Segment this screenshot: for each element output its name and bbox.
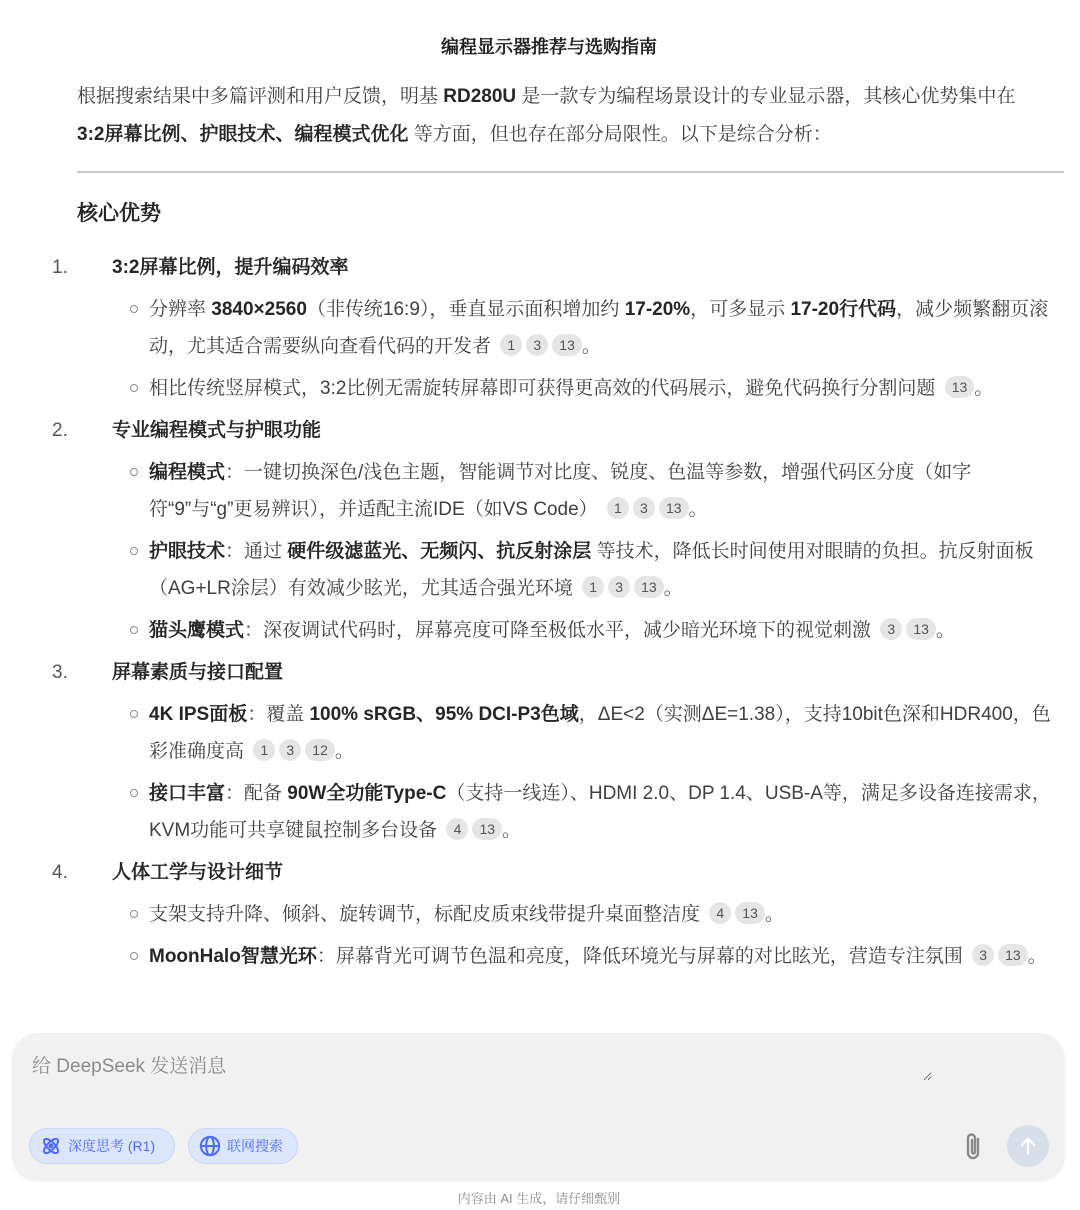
bullet-item bbox=[112, 531, 1067, 610]
citation-badge[interactable]: 13 bbox=[906, 618, 936, 640]
bullet-icon bbox=[130, 547, 138, 555]
text: 。 bbox=[764, 904, 784, 925]
bullet-list bbox=[112, 694, 1067, 852]
ordered-list bbox=[52, 247, 1067, 978]
citation-badge[interactable]: 3 bbox=[279, 739, 301, 761]
bold-text: 17-20行代码 bbox=[790, 299, 897, 320]
citation-badge[interactable]: 13 bbox=[552, 334, 582, 356]
list-number: 3. bbox=[52, 662, 68, 683]
citation-badge[interactable]: 13 bbox=[998, 944, 1028, 966]
bullet-item bbox=[112, 368, 1067, 410]
bullet-item bbox=[112, 452, 1067, 531]
intro-bold: 3:2屏幕比例、护眼技术、编程模式优化 bbox=[77, 124, 409, 145]
list-heading bbox=[52, 652, 1067, 694]
bullet-item bbox=[112, 289, 1067, 368]
list-heading bbox=[52, 852, 1067, 894]
send-button[interactable] bbox=[1007, 1125, 1049, 1167]
text: ：一键切换深色/浅色主题，智能调节对比度、锐度、色温等参数，增强代码区分度（如字符“9”与“g”更易辨识），并适配主流IDE（如VS Code） bbox=[149, 462, 972, 520]
list-item bbox=[52, 410, 1067, 652]
citation-badge[interactable]: 3 bbox=[633, 497, 655, 519]
bold-text: 接口丰富 bbox=[149, 783, 226, 804]
citation-badge[interactable]: 13 bbox=[659, 497, 689, 519]
text: 等技术，降低长时间使用对眼睛的负担。抗反射面板（AG+LR涂层）有效减少眩光，尤其适合强光环境 bbox=[149, 541, 1034, 599]
bullet-list bbox=[112, 452, 1067, 652]
bold-text: 4K IPS面板 bbox=[149, 704, 248, 725]
citation-badge[interactable]: 13 bbox=[945, 376, 975, 398]
bullet-icon bbox=[130, 626, 138, 634]
citation-badge[interactable]: 13 bbox=[472, 818, 502, 840]
bold-text: 17-20% bbox=[624, 299, 691, 320]
paperclip-icon bbox=[960, 1130, 988, 1164]
text: 相比传统竖屏模式，3:2比例无需旋转屏幕即可获得更高效的代码展示，避免代码换行分割问题 bbox=[149, 378, 936, 399]
bullet-icon bbox=[130, 384, 138, 392]
citation-badge[interactable]: 1 bbox=[500, 334, 522, 356]
citation-badge[interactable]: 3 bbox=[526, 334, 548, 356]
list-heading-text: 专业编程模式与护眼功能 bbox=[112, 420, 322, 441]
list-heading-text: 3:2屏幕比例，提升编码效率 bbox=[112, 257, 349, 278]
text: 。 bbox=[502, 820, 522, 841]
list-number: 4. bbox=[52, 862, 68, 883]
text: 。 bbox=[1027, 946, 1047, 967]
bold-text: 编程模式 bbox=[149, 462, 226, 483]
bullet-icon bbox=[130, 468, 138, 476]
text: ，ΔE<2（实测ΔE=1.38），支持10bit色深和HDR400，色彩准确度高 bbox=[149, 704, 1051, 762]
bullet-icon bbox=[130, 910, 138, 918]
bold-text: 90W全功能Type-C bbox=[287, 783, 447, 804]
bullet-item bbox=[112, 610, 1067, 652]
bullet-list bbox=[112, 289, 1067, 410]
text: ，减少频繁翻页滚动，尤其适合需要纵向查看代码的开发者 bbox=[149, 299, 1049, 357]
web-search-label: 联网搜索 bbox=[227, 1138, 283, 1154]
text: ：深夜调试代码时，屏幕亮度可降至极低水平，减少暗光环境下的视觉刺激 bbox=[244, 620, 872, 641]
citation-badge[interactable]: 4 bbox=[446, 818, 468, 840]
bullet-item bbox=[112, 936, 1067, 978]
message-input[interactable] bbox=[32, 1051, 932, 1081]
text: ：配备 bbox=[225, 783, 288, 804]
intro-text: 是一款专为编程场景设计的专业显示器，其核心优势集中在 bbox=[516, 86, 1016, 107]
citation-badge[interactable]: 3 bbox=[880, 618, 902, 640]
list-heading-text: 人体工学与设计细节 bbox=[112, 862, 284, 883]
list-number: 2. bbox=[52, 420, 68, 441]
text: 。 bbox=[974, 378, 994, 399]
bold-text: 100% sRGB、95% DCI-P3色域 bbox=[309, 704, 579, 725]
citation-badge[interactable]: 1 bbox=[582, 576, 604, 598]
web-search-button[interactable] bbox=[188, 1128, 298, 1164]
arrow-up-icon bbox=[1017, 1135, 1039, 1157]
bold-text: 3840×2560 bbox=[211, 299, 307, 320]
text: 。 bbox=[581, 336, 601, 357]
citation-badge[interactable]: 13 bbox=[735, 902, 765, 924]
deep-think-label: 深度思考 (R1) bbox=[68, 1138, 156, 1154]
deep-think-button[interactable] bbox=[29, 1128, 175, 1164]
list-item bbox=[52, 852, 1067, 978]
text: 支架支持升降、倾斜、旋转调节，标配皮质束线带提升桌面整洁度 bbox=[149, 904, 701, 925]
intro-paragraph bbox=[77, 78, 1067, 154]
ai-disclaimer: 内容由 AI 生成，请仔细甄别 bbox=[457, 1191, 621, 1206]
text: 。 bbox=[663, 578, 683, 599]
text: 分辨率 bbox=[149, 299, 212, 320]
bullet-icon bbox=[130, 710, 138, 718]
list-heading bbox=[52, 410, 1067, 452]
atom-icon bbox=[40, 1135, 62, 1157]
bold-text: 护眼技术 bbox=[149, 541, 226, 562]
bold-text: 硬件级滤蓝光、无频闪、抗反射涂层 bbox=[287, 541, 592, 562]
intro-text: 根据搜索结果中多篇评测和用户反馈，明基 bbox=[77, 86, 444, 107]
list-heading-text: 屏幕素质与接口配置 bbox=[112, 662, 284, 683]
list-item bbox=[52, 247, 1067, 410]
list-heading bbox=[52, 247, 1067, 289]
bullet-icon bbox=[130, 789, 138, 797]
list-item bbox=[52, 652, 1067, 852]
text: 。 bbox=[334, 741, 354, 762]
intro-text: 等方面，但也存在部分局限性。以下是综合分析： bbox=[408, 124, 832, 145]
text: ：屏幕背光可调节色温和亮度，降低环境光与屏幕的对比眩光，营造专注氛围 bbox=[316, 946, 963, 967]
citation-badge[interactable]: 12 bbox=[305, 739, 335, 761]
bullet-icon bbox=[130, 305, 138, 313]
intro-bold: RD280U bbox=[443, 86, 517, 107]
citation-badge[interactable]: 4 bbox=[709, 902, 731, 924]
attach-button[interactable] bbox=[960, 1130, 988, 1164]
text: （非传统16:9），垂直显示面积增加约 bbox=[306, 299, 625, 320]
bullet-item bbox=[112, 694, 1067, 773]
citation-badge[interactable]: 3 bbox=[608, 576, 630, 598]
globe-icon bbox=[199, 1135, 221, 1157]
message-composer bbox=[12, 1033, 1065, 1181]
bullet-item bbox=[112, 894, 1067, 936]
citation-badge[interactable]: 13 bbox=[634, 576, 664, 598]
text: 。 bbox=[688, 499, 708, 520]
document-title: 编程显示器推荐与选购指南 bbox=[441, 37, 657, 57]
citation-badge[interactable]: 1 bbox=[607, 497, 629, 519]
text: 。 bbox=[935, 620, 955, 641]
bullet-icon bbox=[130, 952, 138, 960]
text: （支持一线连）、HDMI 2.0、DP 1.4、USB-A等，满足多设备连接需求，KVM功能可共享键鼠控制多台设备 bbox=[149, 783, 1051, 841]
message-content bbox=[52, 78, 1067, 978]
citation-badge[interactable]: 1 bbox=[253, 739, 275, 761]
bold-text: MoonHalo智慧光环 bbox=[149, 946, 317, 967]
bullet-list bbox=[112, 894, 1067, 978]
bold-text: 猫头鹰模式 bbox=[149, 620, 245, 641]
text: ：覆盖 bbox=[247, 704, 310, 725]
section-title: 核心优势 bbox=[77, 202, 161, 225]
text: ，可多显示 bbox=[690, 299, 791, 320]
text: ：通过 bbox=[225, 541, 288, 562]
bullet-item bbox=[112, 773, 1067, 852]
divider bbox=[77, 171, 1064, 173]
citation-badge[interactable]: 3 bbox=[972, 944, 994, 966]
list-number: 1. bbox=[52, 257, 68, 278]
